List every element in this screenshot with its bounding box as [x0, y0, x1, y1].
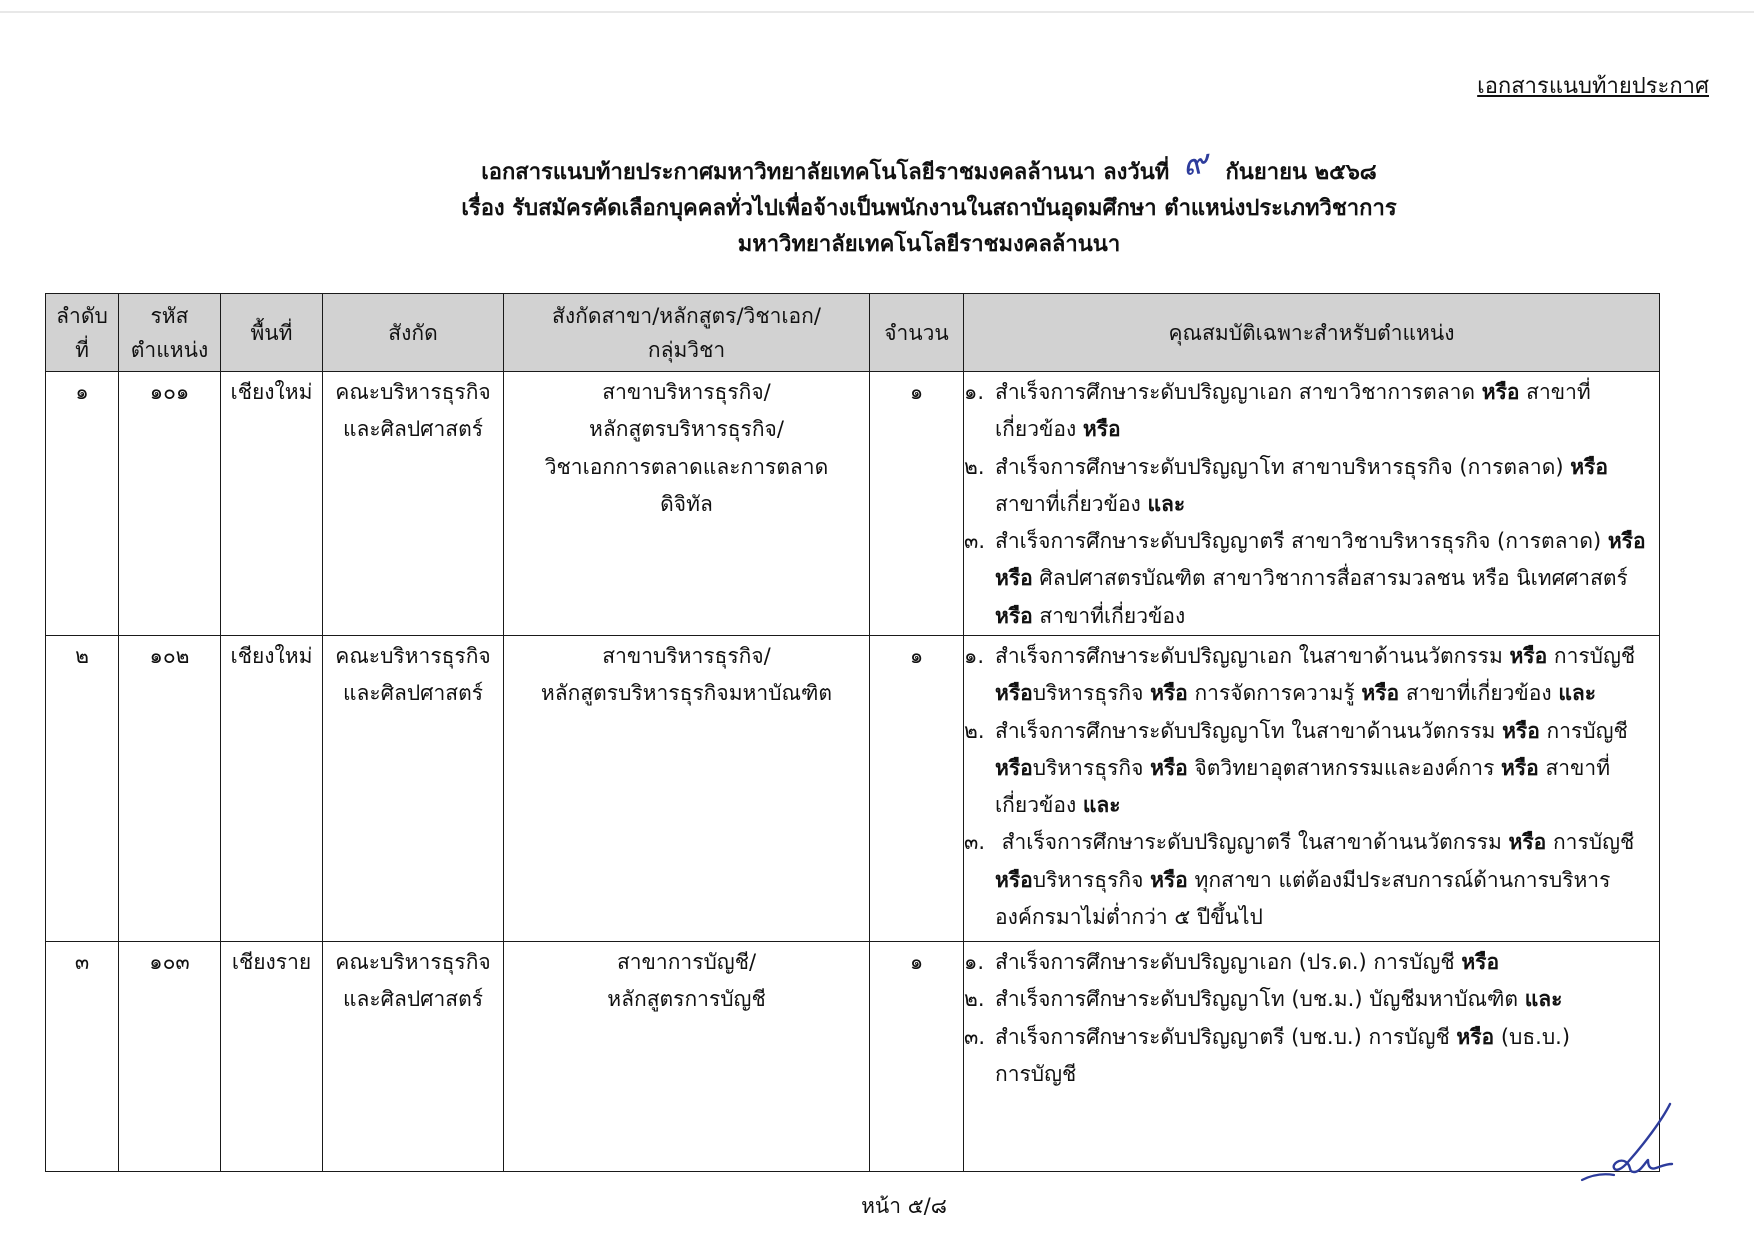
qualification-text	[995, 981, 1659, 1018]
qualification-line	[995, 638, 1659, 675]
qualification-number: ๓.	[964, 529, 986, 553]
qualification-text	[995, 1019, 1659, 1094]
emphasis-conjunction: หรือ	[995, 603, 1033, 628]
cell-program	[504, 636, 870, 942]
qualification-line	[995, 862, 1659, 899]
qualification-text	[995, 944, 1659, 981]
header-line: กลุ่มวิชา	[647, 337, 726, 362]
cell-faculty-line: และศิลปศาสตร์	[342, 681, 484, 706]
cell-faculty-line: และศิลปศาสตร์	[342, 987, 484, 1012]
title-line-1-text: เอกสารแนบท้ายประกาศมหาวิทยาลัยเทคโนโลยีราชมงคลล้านนา ลงวันที่	[481, 160, 1170, 185]
header-line: จำนวน	[884, 320, 949, 345]
page-number: หน้า ๕/๘	[861, 1194, 947, 1218]
text-segment: สำเร็จการศึกษาระดับปริญญาตรี (บช.บ.) การบัญชี	[995, 1024, 1457, 1049]
cell-program	[504, 942, 870, 1172]
title-line-1	[104, 141, 1754, 191]
qualification-line	[995, 944, 1659, 981]
qualification-line	[995, 486, 1659, 523]
header-line: คุณสมบัติเฉพาะสำหรับตำแหน่ง	[1168, 320, 1455, 345]
cell-faculty-line: คณะบริหารธุรกิจ	[335, 380, 491, 404]
attachment-note: เอกสารแนบท้ายประกาศ	[1477, 74, 1709, 99]
text-segment: จิตวิทยาอุตสาหกรรมและองค์การ	[1187, 755, 1502, 780]
emphasis-conjunction: หรือ	[1502, 718, 1540, 743]
header-line: ลำดับ	[56, 303, 108, 328]
qualification-line	[995, 411, 1659, 448]
qualification-number: ๑.	[964, 644, 985, 668]
qualification-line	[995, 675, 1659, 712]
header-area	[221, 294, 323, 372]
text-segment: สำเร็จการศึกษาระดับปริญญาโท (บช.ม.) บัญชีมหาบัณฑิต	[995, 987, 1525, 1012]
header-line: ตำแหน่ง	[130, 337, 209, 362]
cell-area	[221, 942, 323, 1172]
emphasis-conjunction: และ	[1147, 491, 1186, 516]
header-line: รหัส	[150, 303, 189, 328]
emphasis-conjunction: หรือ	[995, 755, 1033, 780]
text-segment: เกี่ยวข้อง	[995, 793, 1083, 817]
emphasis-conjunction: และ	[1082, 793, 1121, 817]
qualification-item	[964, 449, 1659, 524]
emphasis-conjunction: และ	[1558, 681, 1597, 706]
text-segment: ศิลปศาสตรบัณฑิต สาขาวิชาการสื่อสารมวลชน หรือ นิเทศศาสตร์	[1032, 566, 1628, 591]
qualification-text	[995, 449, 1659, 524]
text-segment: สำเร็จการศึกษาระดับปริญญาโท ในสาขาด้านนวัตกรรม	[995, 718, 1503, 743]
cell-program-line: หลักสูตรบริหารธุรกิจมหาบัณฑิต	[540, 681, 833, 706]
qualification-item	[964, 523, 1659, 635]
title-line-3: มหาวิทยาลัยเทคโนโลยีราชมงคลล้านนา	[737, 232, 1121, 257]
cell-order	[46, 942, 119, 1172]
qualification-number: ๒.	[964, 718, 985, 743]
qualification-line	[995, 787, 1659, 824]
qualification-text	[995, 824, 1659, 936]
document-title	[104, 141, 1754, 263]
cell-faculty-line: คณะบริหารธุรกิจ	[335, 950, 491, 974]
cell-position-code-text: ๑๐๑	[149, 380, 190, 404]
cell-faculty-line: และศิลปศาสตร์	[342, 417, 484, 442]
qualification-line	[995, 750, 1659, 787]
header-line: พื้นที่	[250, 320, 293, 345]
text-segment: สำเร็จการศึกษาระดับปริญญาเอก ในสาขาด้านนวัตกรรม	[995, 644, 1510, 668]
qualification-item	[964, 638, 1659, 713]
cell-count-text: ๑	[909, 950, 924, 974]
header-faculty	[323, 294, 504, 372]
cell-program-line: สาขาบริหารธุรกิจ/	[602, 644, 771, 668]
cell-program-line: ดิจิทัล	[660, 491, 713, 516]
cell-area-text: เชียงราย	[231, 950, 312, 974]
cell-count	[870, 636, 964, 942]
emphasis-conjunction: หรือ	[1461, 950, 1500, 974]
cell-area	[221, 636, 323, 942]
text-segment: การจัดการความรู้	[1187, 681, 1362, 706]
qualification-item	[964, 981, 1659, 1018]
qualification-text	[995, 374, 1659, 449]
header-program	[504, 294, 870, 372]
emphasis-conjunction: หรือ	[1607, 529, 1646, 553]
text-segment: บริหารธุรกิจ	[1032, 867, 1151, 892]
cell-position-code	[119, 636, 221, 942]
qualification-line	[995, 1056, 1659, 1093]
cell-qualifications	[964, 942, 1660, 1172]
title-line-2: เรื่อง รับสมัครคัดเลือกบุคคลทั่วไปเพื่อจ้างเป็นพนักงานในสถาบันอุดมศึกษา ตำแหน่งประเภทวิชาการ	[461, 196, 1397, 221]
cell-position-code	[119, 942, 221, 1172]
cell-order	[46, 636, 119, 942]
cell-program-line: หลักสูตรการบัญชี	[607, 987, 766, 1012]
cell-qualifications	[964, 372, 1660, 636]
cell-program-line: สาขาบริหารธุรกิจ/	[602, 380, 771, 404]
cell-area	[221, 372, 323, 636]
cell-program-line: วิชาเอกการตลาดและการตลาด	[544, 454, 829, 479]
text-segment: การบัญชี	[1539, 718, 1628, 743]
cell-position-code	[119, 372, 221, 636]
qualification-line	[995, 713, 1659, 750]
cell-count	[870, 372, 964, 636]
emphasis-conjunction: หรือ	[1508, 830, 1547, 855]
cell-qualifications	[964, 636, 1660, 942]
qualification-line	[995, 981, 1659, 1018]
qualification-line	[995, 1019, 1659, 1056]
cell-count-text: ๑	[909, 380, 924, 404]
qualification-number: ๓.	[964, 1024, 986, 1049]
text-segment: สาขาที่เกี่ยวข้อง	[1399, 681, 1559, 706]
qualification-line	[995, 598, 1659, 635]
qualification-item	[964, 1019, 1659, 1094]
emphasis-conjunction: หรือ	[1456, 1024, 1495, 1049]
text-segment: ทุกสาขา แต่ต้องมีประสบการณ์ด้านการบริหาร	[1187, 867, 1611, 892]
cell-position-code-text: ๑๐๒	[149, 644, 190, 668]
cell-program-line: หลักสูตรบริหารธุรกิจ/	[589, 417, 784, 442]
cell-faculty	[323, 636, 504, 942]
qualification-text	[995, 638, 1659, 713]
cell-order-text: ๒	[75, 644, 89, 668]
table-header-row	[46, 294, 1660, 372]
signature-mark	[1578, 1098, 1678, 1188]
emphasis-conjunction: หรือ	[1361, 681, 1400, 706]
text-segment: สำเร็จการศึกษาระดับปริญญาเอก สาขาวิชาการตลาด	[995, 380, 1482, 404]
qualification-line	[995, 899, 1659, 936]
positions-table	[45, 293, 1660, 1172]
qualification-line	[995, 374, 1659, 411]
qualification-item	[964, 374, 1659, 449]
cell-area-text: เชียงใหม่	[230, 380, 313, 404]
cell-position-code-text: ๑๐๓	[149, 950, 190, 974]
text-segment: การบัญชี	[995, 1061, 1077, 1086]
title-line-1-date: กันยายน ๒๕๖๘	[1225, 160, 1377, 185]
cell-program-line: สาขาการบัญชี/	[616, 950, 757, 974]
table-row	[46, 942, 1660, 1172]
emphasis-conjunction: และ	[1524, 987, 1563, 1012]
qualification-number: ๑.	[964, 950, 985, 974]
emphasis-conjunction: หรือ	[1082, 417, 1121, 442]
qualification-number: ๓.	[964, 830, 986, 855]
table-row	[46, 636, 1660, 942]
cell-order-text: ๑	[75, 380, 89, 404]
table-body	[46, 372, 1660, 1172]
header-position-code	[119, 294, 221, 372]
qualification-item	[964, 944, 1659, 981]
cell-count	[870, 942, 964, 1172]
cell-faculty	[323, 372, 504, 636]
text-segment: สาขาที่เกี่ยวข้อง	[995, 491, 1148, 516]
text-segment: สาขาที่	[1538, 755, 1611, 780]
qualification-line	[995, 449, 1659, 486]
text-segment: สาขาที่เกี่ยวข้อง	[1032, 603, 1186, 628]
text-segment: สำเร็จการศึกษาระดับปริญญาตรี สาขาวิชาบริหารธุรกิจ (การตลาด)	[995, 529, 1608, 553]
text-segment: สำเร็จการศึกษาระดับปริญญาเอก (ปร.ด.) การบัญชี	[995, 950, 1462, 974]
emphasis-conjunction: หรือ	[1150, 867, 1188, 892]
table-row	[46, 372, 1660, 636]
header-line: สังกัดสาขา/หลักสูตร/วิชาเอก/	[552, 303, 821, 328]
cell-order-text: ๓	[74, 950, 90, 974]
emphasis-conjunction: หรือ	[995, 681, 1033, 706]
emphasis-conjunction: หรือ	[995, 867, 1033, 892]
header-order	[46, 294, 119, 372]
text-segment: สาขาที่	[1519, 380, 1591, 404]
qualification-line	[995, 560, 1659, 597]
text-segment: บริหารธุรกิจ	[1032, 681, 1151, 706]
text-segment: การบัญชี	[1547, 644, 1636, 668]
text-segment: สำเร็จการศึกษาระดับปริญญาโท สาขาบริหารธุรกิจ (การตลาด)	[995, 454, 1571, 479]
cell-faculty-line: คณะบริหารธุรกิจ	[335, 644, 491, 668]
emphasis-conjunction: หรือ	[1501, 755, 1539, 780]
emphasis-conjunction: หรือ	[1570, 454, 1608, 479]
text-segment: การบัญชี	[1546, 830, 1635, 855]
emphasis-conjunction: หรือ	[1150, 681, 1188, 706]
header-line: สังกัด	[388, 320, 438, 345]
text-segment: เกี่ยวข้อง	[995, 417, 1083, 442]
emphasis-conjunction: หรือ	[1509, 644, 1548, 668]
qualification-line	[995, 523, 1659, 560]
scan-edge-line	[0, 11, 1754, 13]
header-qualifications	[964, 294, 1660, 372]
cell-program	[504, 372, 870, 636]
text-segment: (บธ.บ.)	[1494, 1024, 1571, 1049]
qualification-number: ๒.	[964, 987, 985, 1012]
cell-count-text: ๑	[909, 644, 924, 668]
qualification-number: ๒.	[964, 454, 985, 479]
cell-faculty	[323, 942, 504, 1172]
qualification-item	[964, 824, 1659, 936]
cell-order	[46, 372, 119, 636]
text-segment: บริหารธุรกิจ	[1032, 755, 1151, 780]
qualification-text	[995, 523, 1659, 635]
qualification-number: ๑.	[964, 380, 985, 404]
qualification-text	[995, 713, 1659, 825]
emphasis-conjunction: หรือ	[1481, 380, 1520, 404]
handwritten-day: ๙	[1180, 141, 1210, 185]
qualification-item	[964, 713, 1659, 825]
header-line: ที่	[75, 337, 89, 362]
emphasis-conjunction: หรือ	[995, 566, 1033, 591]
qualification-line	[995, 824, 1659, 861]
cell-area-text: เชียงใหม่	[230, 644, 313, 668]
header-count	[870, 294, 964, 372]
emphasis-conjunction: หรือ	[1150, 755, 1188, 780]
text-segment: องค์กรมาไม่ต่ำกว่า ๕ ปีขึ้นไป	[995, 904, 1263, 929]
text-segment: สำเร็จการศึกษาระดับปริญญาตรี ในสาขาด้านนวัตกรรม	[995, 830, 1509, 855]
